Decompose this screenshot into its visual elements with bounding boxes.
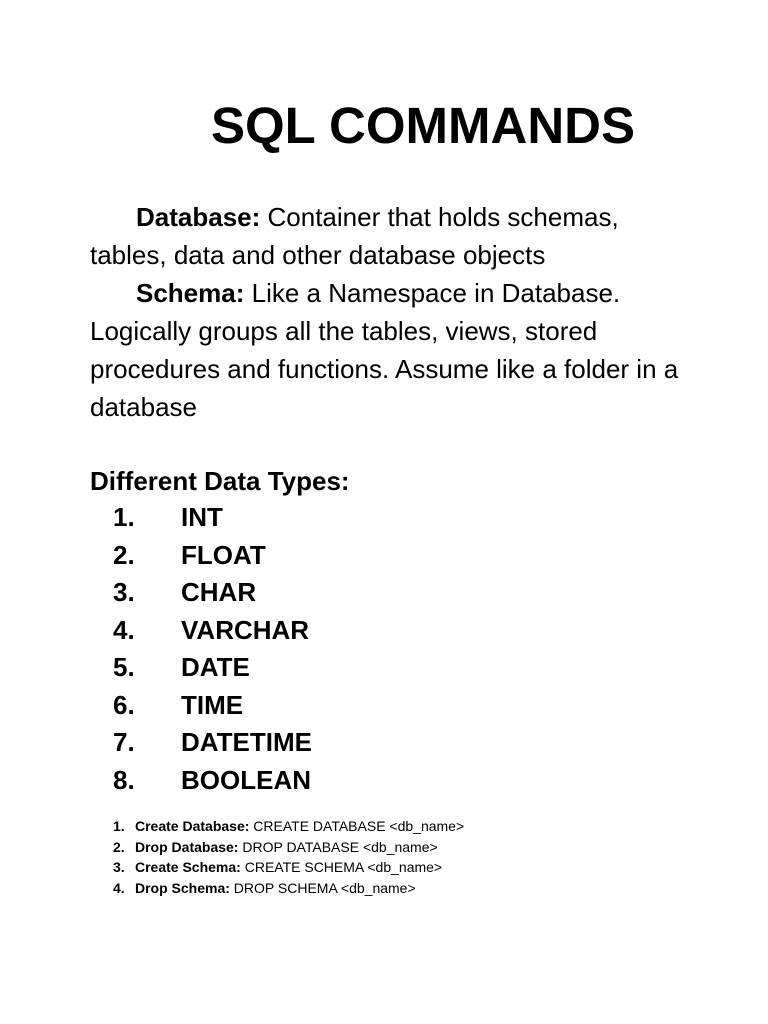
schema-term: Schema: [136,278,245,308]
command-term: Create Schema: [135,859,241,875]
command-term: Create Database: [135,818,250,834]
command-item [113,878,464,899]
data-type-label: FLOAT [181,539,266,570]
command-item [113,857,464,878]
list-item [113,724,312,762]
data-types-list [113,499,312,799]
command-syntax: DROP SCHEMA <db_name> [229,879,416,896]
list-number: 8. [113,764,135,795]
list-item [113,649,312,687]
command-syntax: CREATE DATABASE <db_name> [249,818,465,834]
list-number: 7. [113,727,135,757]
command-syntax: CREATE SCHEMA <db_name> [240,859,443,875]
list-item [113,687,312,725]
page-title: SQL COMMANDS [210,97,636,154]
command-term: Drop Schema: [135,879,230,896]
database-definition [90,198,690,274]
list-item [113,499,312,537]
list-number: 3. [113,577,135,607]
data-type-label: INT [181,502,223,532]
intro-section [90,198,690,426]
list-number: 2. [113,838,125,855]
database-description: Container that holds schemas, tables, data and other database objects [90,202,619,270]
data-type-label: TIME [181,689,244,720]
list-item [113,762,312,800]
list-item [113,537,312,575]
command-item [113,816,464,837]
list-number: 1. [113,818,125,834]
list-number: 3. [113,859,125,875]
list-item [113,574,312,612]
command-item [113,837,464,858]
data-type-label: DATETIME [181,727,312,757]
database-term: Database: [136,202,261,232]
list-number: 4. [113,614,135,645]
command-term: Drop Database: [135,838,239,855]
list-number: 6. [113,689,135,720]
schema-definition [90,274,690,426]
data-type-label: BOOLEAN [181,764,311,795]
list-number: 4. [113,879,125,896]
command-syntax: DROP DATABASE <db_name> [238,838,438,855]
list-number: 5. [113,652,135,682]
list-number: 1. [113,502,135,532]
data-type-label: VARCHAR [181,614,310,645]
data-type-label: DATE [181,652,250,682]
commands-list [113,816,464,898]
data-types-heading: Different Data Types: [90,466,350,496]
list-number: 2. [113,539,135,570]
list-item [113,612,312,650]
data-type-label: CHAR [181,577,257,607]
schema-description: Like a Namespace in Database. Logically groups all the tables, views, stored procedures and functions. Assume like a folder in a database [90,278,679,422]
